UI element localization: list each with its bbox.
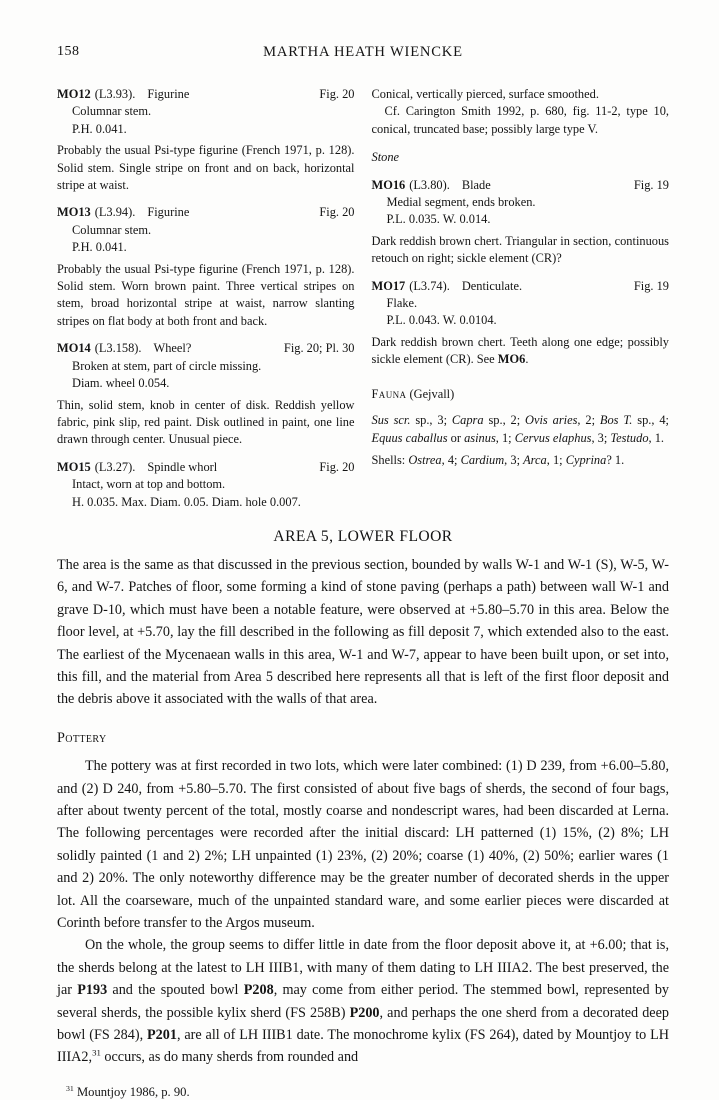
entry-description: Probably the usual Psi-type figurine (French 1971, p. 128). Solid stem. Worn brown paint. Three vertical stripes on stem, broad horizontal stripe at waist, narrow slanting stripes on flat body at both front and back.: [57, 261, 355, 328]
entry-id: MO12: [57, 87, 91, 101]
page-number: 158: [57, 44, 80, 59]
entry-detail-line: P.H. 0.041.: [72, 121, 127, 136]
pottery-subheading: [57, 727, 669, 749]
entry-name: Blade: [461, 177, 491, 192]
catalog-entry-mo14: [57, 340, 355, 448]
footnote: [57, 1085, 669, 1100]
mo15-description-continuation: Conical, vertically pierced, surface smoothed.: [371, 87, 599, 101]
entry-details: [57, 476, 355, 511]
entry-lot: (L3.93).: [94, 87, 136, 101]
material-subheading-stone: Stone: [371, 150, 400, 165]
entry-id: MO17: [371, 278, 406, 293]
entry-detail-line: P.H. 0.041.: [72, 240, 127, 255]
entry-header: [57, 340, 355, 357]
footnote-text: Mountjoy 1986, p. 90.: [73, 1084, 190, 1099]
entry-description: Thin, solid stem, knob in center of disk. Reddish yellow fabric, pink slip, red paint. Disk outlined in paint, one line drawn through center. Unusual piece.: [57, 397, 355, 447]
entry-description: Dark reddish brown chert. Teeth along one edge; possibly sickle element (CR). See MO6.: [371, 334, 669, 367]
entry-id: MO13: [57, 205, 91, 220]
catalog-right-column: [372, 86, 670, 511]
entry-detail-line: P.L. 0.035. W. 0.014.: [386, 212, 491, 227]
entry-figure-ref: Fig. 20: [319, 459, 355, 474]
catalog-left-column: [57, 86, 355, 511]
catalog-entry-mo13: [57, 204, 355, 330]
entry-detail-line: Broken at stem, part of circle missing.: [72, 358, 262, 373]
entry-detail-line: Intact, worn at top and bottom.: [72, 477, 226, 492]
catalog-entry-mo16: [372, 177, 670, 268]
entry-name: Figurine: [147, 87, 190, 101]
entry-id: MO16: [371, 177, 406, 192]
entry-detail-line: Medial segment, ends broken.: [386, 195, 536, 210]
entry-lot: (L3.94).: [94, 205, 136, 220]
entry-name: Spindle whorl: [147, 459, 218, 474]
entry-detail-line: H. 0.035. Max. Diam. 0.05. Diam. hole 0.007.: [72, 494, 301, 509]
entry-figure-ref: Fig. 19: [633, 177, 669, 192]
fauna-species-list: Sus scr. sp., 3; Capra sp., 2; Ovis aries, 2; Bos T. sp., 4; Equus caballus or asinus, 1; Cervus elaphus, 3; Testudo, 1.: [371, 413, 669, 445]
pottery-paragraph-2: On the whole, the group seems to differ little in date from the floor deposit above it, at +6.00; that is, the sherds belong at the latest to LH IIIB1, with many of them dating to LH IIIA2. The best preserved, the jar P193 and the spouted bowl P208, may come from either period. The stemmed bowl, represented by several sherds, the possible kylix sherd (FS 258B) P200, and perhaps the one sherd from a decorated deep bowl (FS 284), P201, are all of LH IIIB1 date. The monochrome kylix (FS 264), dated by Mountjoy to LH IIIA2,31 occurs, as do many sherds from rounded and: [57, 937, 670, 1066]
entry-name: Denticulate.: [461, 278, 523, 293]
entry-details: [57, 222, 355, 257]
entry-header: [372, 177, 670, 194]
fauna-heading-label: Fauna: [371, 386, 407, 401]
fauna-shells-list: Shells: Ostrea, 4; Cardium, 3; Arca, 1; Cyprina? 1.: [371, 452, 625, 467]
running-head-title: MARTHA HEATH WIENCKE: [263, 44, 463, 60]
entry-detail-line: Columnar stem.: [72, 222, 152, 237]
entry-figure-ref: Fig. 20; Pl. 30: [283, 341, 355, 356]
pottery-subheading-label: Pottery: [57, 729, 107, 746]
fauna-heading-attribution: (Gejvall): [406, 386, 455, 401]
entry-figure-ref: Fig. 20: [319, 205, 355, 220]
catalog-entry-mo15: [57, 459, 355, 511]
fauna-heading: [372, 386, 670, 403]
entry-name: Wheel?: [153, 341, 192, 356]
section-heading: AREA 5, LOWER FLOOR: [273, 527, 453, 545]
entry-header: [57, 459, 355, 476]
entry-header: [372, 278, 670, 295]
entry-description: Dark reddish brown chert. Triangular in section, continuous retouch on right; sickle element (CR)?: [371, 233, 669, 266]
entry-id: MO15: [57, 459, 91, 474]
entry-figure-ref: Fig. 20: [319, 87, 355, 101]
entry-detail-line: Diam. wheel 0.054.: [72, 376, 170, 391]
running-head: [57, 44, 669, 61]
entry-name: Figurine: [147, 205, 190, 220]
entry-header: [57, 204, 355, 221]
mo15-comparandum: Cf. Carington Smith 1992, p. 680, fig. 11-2, type 10, conical, truncated base; possibly large type V.: [371, 104, 669, 136]
entry-header: [57, 86, 355, 103]
catalog-section: [57, 86, 669, 511]
entry-figure-ref: Fig. 19: [633, 278, 669, 293]
entry-detail-line: Flake.: [386, 296, 418, 311]
entry-detail-line: Columnar stem.: [72, 104, 152, 119]
entry-description: Probably the usual Psi-type figurine (French 1971, p. 128). Solid stem. Single stripe on front and on back, horizontal stripe at waist.: [57, 143, 355, 193]
pottery-paragraph-1: The pottery was at first recorded in two lots, which were later combined: (1) D 239, from +6.00–5.80, and (2) D 240, from +5.80–5.70. The first consisted of about five bags of sherds, the second of four bags, after about twenty percent of the total, mostly coarse and nondescript wares, had been discarded at Lerna. The following percentages were recorded after the initial discard: LH patterned (1) 15%, (2) 8%; LH solidly painted (1 and 2) 2%; LH unpainted (1) 23%, (2) 20%; coarse (1) 40%, (2) 50%; earlier wares (1 and 2) 20%. The only noteworthy difference may be the greater number of decorated sherds in the upper lot. All the coarseware, much of the unpainted standard ware, and some earlier pieces were discarded at Corinth before transfer to the Argos museum.: [57, 758, 669, 932]
entry-lot: (L3.74).: [409, 278, 450, 293]
entry-lot: (L3.27).: [94, 459, 136, 474]
entry-details: [57, 358, 355, 393]
entry-lot: (L3.80).: [409, 177, 450, 192]
entry-detail-line: P.L. 0.043. W. 0.0104.: [386, 313, 497, 328]
catalog-entry-mo12: [57, 86, 355, 194]
section-intro-paragraph: The area is the same as that discussed in the previous section, bounded by walls W-1 and W-1 (S), W-5, W-6, and W-7. Patches of floor, some forming a kind of stone paving (perhaps a path) between wall W-1 and grave D-10, which must have been a notable feature, were observed at +5.80–5.70 in this area. Below the floor level, at +5.70, lay the fill described in the following as fill deposit 7, which extended also to the east. The earliest of the Mycenaean walls in this area, W-1 and W-7, appear to have been built upon, or set into, this fill, and the material from Area 5 described here represents all that is left of the first floor deposit and the debris above it associated with the walls of that area.: [57, 556, 669, 708]
section-body: [57, 554, 669, 1069]
entry-details: [372, 295, 670, 330]
entry-id: MO14: [57, 341, 91, 356]
footnote-marker: 31: [66, 1083, 74, 1093]
entry-details: [372, 194, 670, 229]
entry-lot: (L3.158).: [94, 341, 142, 356]
journal-page: [57, 44, 669, 1100]
entry-details: [57, 103, 355, 138]
catalog-entry-mo17: [372, 278, 670, 369]
